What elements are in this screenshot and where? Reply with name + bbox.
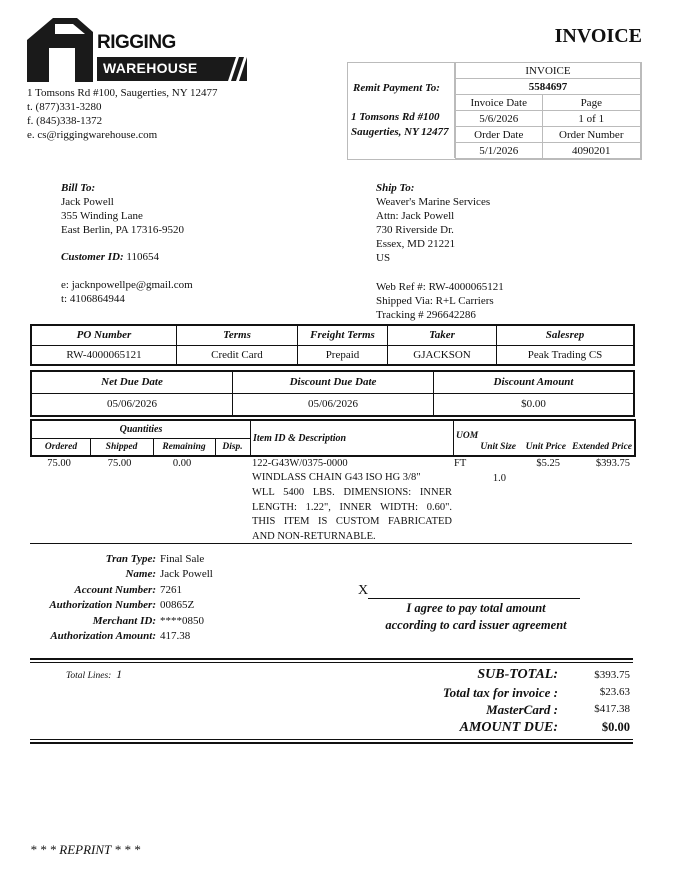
item-id: 122-G43W/0375-0000 (252, 458, 348, 469)
net-due-date: 05/06/2026 (31, 393, 233, 416)
invoice-info-table: INVOICE 5584697 Invoice Date Page 5/6/2026 1 of 1 Order Date Order Number 5/1/2026 4090201 (455, 62, 641, 159)
signature-line (368, 598, 580, 599)
remit-address: 1 Tomsons Rd #100 Saugerties, NY 12477 (351, 111, 449, 138)
brand-name-rigging: RIGGING (97, 32, 176, 53)
brand-name-warehouse: WAREHOUSE (103, 60, 198, 76)
customer-id: 110654 (126, 251, 159, 263)
invoice-date: 5/6/2026 (456, 111, 543, 127)
discount-amount: $0.00 (434, 393, 635, 416)
amount-due-value: $0.00 (601, 720, 630, 734)
totals-bottom-border (30, 742, 633, 744)
subtotal-label: SUB-TOTAL: (477, 667, 558, 682)
order-info-table: PO Number Terms Freight Terms Taker Salesrep RW-4000065121 Credit Card Prepaid GJACKSON Peak Trading CS (30, 324, 635, 366)
due-info-table: Net Due Date Discount Due Date Discount Amount 05/06/2026 05/06/2026 $0.00 (30, 370, 635, 417)
tax-value: $23.63 (599, 686, 630, 698)
taker: GJACKSON (388, 345, 497, 365)
item-description: WLL 5400 LBS. DIMENSIONS: INNER LENGTH: 1.22", INNER WIDTH: 0.60". THIS ITEM IS CUSTOM FABRICATED AND NON-RETURNABLE. (252, 487, 452, 542)
order-number: 4090201 (542, 143, 640, 159)
terms: Credit Card (177, 345, 298, 365)
freight-terms: Prepaid (298, 345, 388, 365)
signature-x: X (358, 583, 369, 598)
reprint-footer: * * * REPRINT * * * (30, 842, 141, 857)
invoice-number: 5584697 (456, 79, 641, 95)
total-lines: Total Lines: 1 (66, 667, 123, 681)
page-title: INVOICE (554, 25, 642, 47)
card-value: $417.38 (594, 703, 630, 715)
divider (30, 543, 632, 544)
amount-due-label: AMOUNT DUE: (459, 720, 558, 735)
subtotal-value: $393.75 (594, 669, 630, 681)
items-header: Quantities Ordered Shipped Remaining Disp. Item ID & Description UOM Unit Size Unit Price Extended Price (30, 419, 636, 457)
card-label: MasterCard : (486, 702, 558, 717)
page-count: 1 of 1 (542, 111, 640, 127)
tax-label: Total tax for invoice : (442, 685, 558, 700)
item-name: WINDLASS CHAIN G43 ISO HG 3/8" (252, 472, 421, 483)
transaction-details: Tran Type: Final Sale Name: Jack Powell Account Number: 7261 Authorization Number: 00865Z Merchant ID: ****0850 Authorization Amount: 417.38 (49, 552, 213, 643)
ship-to: Ship To: Weaver's Marine Services Attn: Jack Powell 730 Riverside Dr. Essex, MD 21221 US Web Ref #: RW-4000065121 Shipped Via: R+L Carriers Tracking # 296642286 (376, 182, 504, 321)
salesrep: Peak Trading CS (497, 345, 635, 365)
order-date: 5/1/2026 (456, 143, 543, 159)
remit-label: Remit Payment To: (353, 82, 440, 94)
po-number: RW-4000065121 (31, 345, 177, 365)
totals-top-border (30, 658, 633, 660)
bill-to: Bill To: Jack Powell 355 Winding Lane East Berlin, PA 17316-9520 Customer ID: 110654 e: jacknpowellpe@gmail.com t: 4106864944 (61, 182, 193, 305)
company-address: 1 Tomsons Rd #100, Saugerties, NY 12477 t. (877)331-3280 f. (845)338-1372 e. cs@riggingwarehouse.com (27, 87, 218, 141)
agreement-text: I agree to pay total amount according to card issuer agreement (385, 601, 567, 632)
warehouse-logo-icon (27, 18, 97, 84)
discount-due-date: 05/06/2026 (233, 393, 434, 416)
stripes-icon (224, 57, 248, 81)
